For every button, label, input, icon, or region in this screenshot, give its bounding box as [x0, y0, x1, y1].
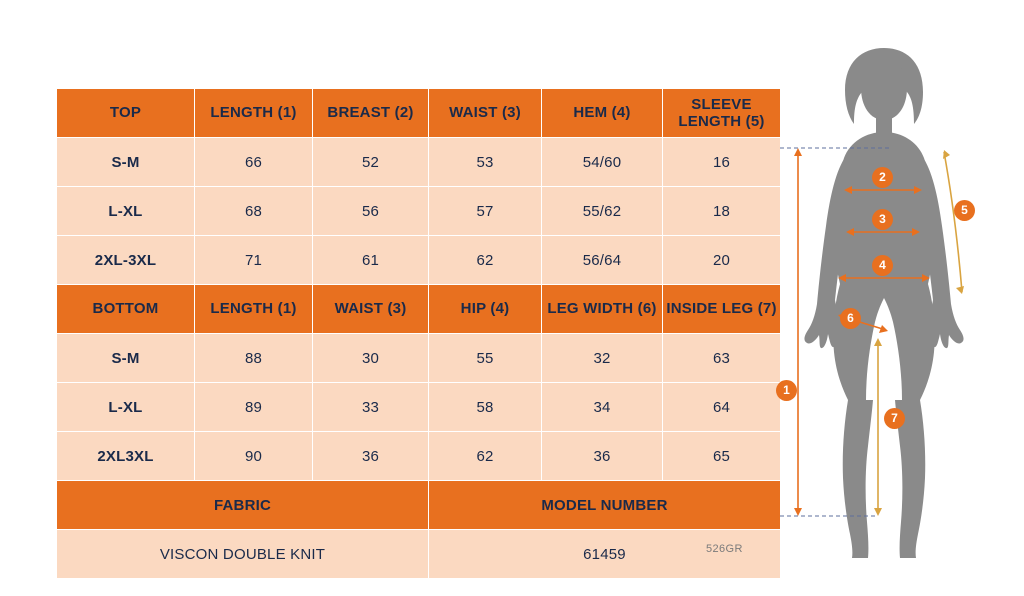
cell-waist: 33 — [313, 383, 429, 432]
figure-diagram-panel — [762, 0, 1024, 591]
cell-hip: 62 — [429, 432, 542, 481]
row-label-size: L-XL — [57, 187, 195, 236]
column-header-hip: HIP (4) — [429, 285, 542, 334]
cell-length: 88 — [195, 334, 313, 383]
cell-inside-leg: 63 — [663, 334, 781, 383]
cell-leg-width: 32 — [542, 334, 663, 383]
column-header-sleeve-length: SLEEVE LENGTH (5) — [663, 89, 781, 138]
column-header-bottom: BOTTOM — [57, 285, 195, 334]
bottom-section-header-row — [57, 285, 781, 334]
column-header-inside-leg: INSIDE LEG (7) — [663, 285, 781, 334]
cell-length: 89 — [195, 383, 313, 432]
table-row — [57, 334, 781, 383]
cell-leg-width: 36 — [542, 432, 663, 481]
measure-arrow-inside-leg — [874, 338, 882, 516]
fabric-header: FABRIC — [57, 481, 429, 530]
cell-hem: 56/64 — [542, 236, 663, 285]
cell-waist: 57 — [429, 187, 542, 236]
cell-waist: 30 — [313, 334, 429, 383]
cell-length: 68 — [195, 187, 313, 236]
footer-row — [57, 530, 781, 579]
badge-breast-2: 2 — [872, 167, 893, 188]
cell-waist: 36 — [313, 432, 429, 481]
column-header-length: LENGTH (1) — [195, 285, 313, 334]
badge-hip-hem-4: 4 — [872, 255, 893, 276]
row-label-size: L-XL — [57, 383, 195, 432]
cell-hip: 58 — [429, 383, 542, 432]
badge-leg-width-6: 6 — [840, 308, 861, 329]
badge-length-1: 1 — [776, 380, 797, 401]
fabric-value: VISCON DOUBLE KNIT — [57, 530, 429, 579]
table-row — [57, 383, 781, 432]
model-number-value: 61459 — [429, 530, 781, 579]
table-row — [57, 236, 781, 285]
model-code-label: 526GR — [706, 543, 743, 555]
body-measurement-diagram — [762, 0, 1024, 591]
table-row — [57, 138, 781, 187]
footer-header-row — [57, 481, 781, 530]
cell-waist: 62 — [429, 236, 542, 285]
column-header-length: LENGTH (1) — [195, 89, 313, 138]
row-label-size: S-M — [57, 138, 195, 187]
cell-breast: 61 — [313, 236, 429, 285]
cell-breast: 52 — [313, 138, 429, 187]
cell-leg-width: 34 — [542, 383, 663, 432]
measure-arrow-length — [794, 148, 802, 516]
model-number-header: MODEL NUMBER — [429, 481, 781, 530]
cell-length: 66 — [195, 138, 313, 187]
column-header-top: TOP — [57, 89, 195, 138]
cell-sleeve-length: 20 — [663, 236, 781, 285]
column-header-breast: BREAST (2) — [313, 89, 429, 138]
column-header-leg-width: LEG WIDTH (6) — [542, 285, 663, 334]
cell-hem: 55/62 — [542, 187, 663, 236]
row-label-size: 2XL-3XL — [57, 236, 195, 285]
table-row — [57, 432, 781, 481]
cell-length: 90 — [195, 432, 313, 481]
badge-waist-3: 3 — [872, 209, 893, 230]
column-header-waist: WAIST (3) — [429, 89, 542, 138]
size-chart-table — [56, 88, 781, 579]
cell-length: 71 — [195, 236, 313, 285]
top-section-header-row — [57, 89, 781, 138]
cell-sleeve-length: 18 — [663, 187, 781, 236]
female-silhouette-icon — [804, 48, 963, 558]
column-header-hem: HEM (4) — [542, 89, 663, 138]
cell-inside-leg: 64 — [663, 383, 781, 432]
table-row — [57, 187, 781, 236]
cell-sleeve-length: 16 — [663, 138, 781, 187]
cell-hem: 54/60 — [542, 138, 663, 187]
badge-inside-leg-7: 7 — [884, 408, 905, 429]
column-header-waist: WAIST (3) — [313, 285, 429, 334]
cell-breast: 56 — [313, 187, 429, 236]
row-label-size: 2XL3XL — [57, 432, 195, 481]
cell-waist: 53 — [429, 138, 542, 187]
cell-hip: 55 — [429, 334, 542, 383]
cell-inside-leg: 65 — [663, 432, 781, 481]
badge-sleeve-length-5: 5 — [954, 200, 975, 221]
row-label-size: S-M — [57, 334, 195, 383]
